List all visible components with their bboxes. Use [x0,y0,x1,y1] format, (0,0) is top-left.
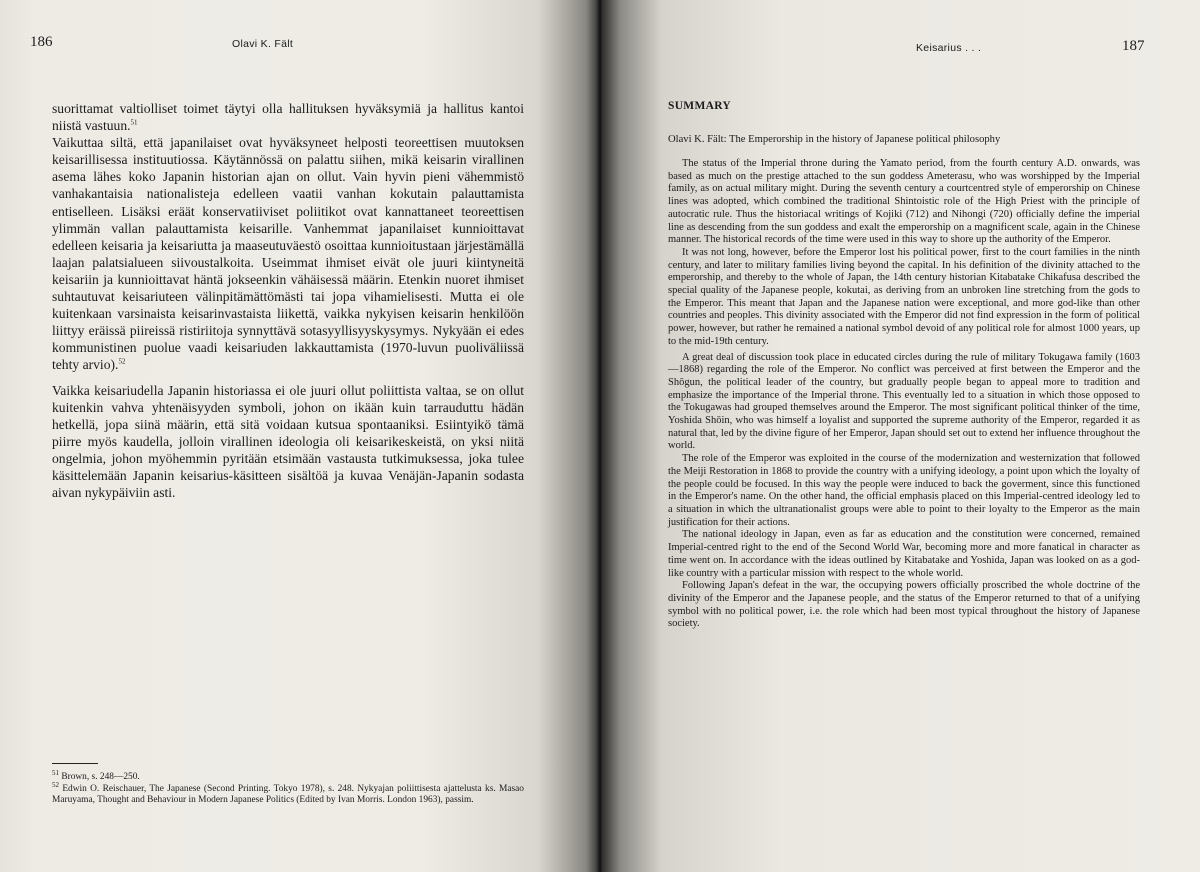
footnote-51: $^{51}$ Brown, s. 248—250. [52,768,140,782]
summary-subtitle: Olavi K. Fält: The Emperorship in the history of Japanese political philosophy [668,134,1001,145]
left-page-number: 186 [30,34,53,50]
summary-heading: SUMMARY [668,100,732,112]
footnote-separator [52,763,98,764]
right-page [602,0,1200,872]
left-page [0,0,598,872]
left-running-head: Olavi K. Fält [232,38,294,50]
summary-paragraph-2: It was not long, however, before the Emperor lost his political power, first to the court families in the ninth century, and later to military families living beyond the capital. In his definition of the divinity attached to the emperorship, and thereby to the whole of Japan, the 14th century historian Kitabatake Chikafusa described the special quality of the Japanese people, kokutai, as deriving from an unbroken line stretching from the gods to the Emperor. This meant that Japan and the Japanese nation were exceptional, and more god-like than other countries and peoples. This divinity associated with the Emperor did not find expression in the form of political power, however, but rather he remained a national symbol devoid of any political role for almost 1000 years, up to the mid-19th century. [668,246,1140,347]
footnote-ref-52: 52 [118,357,126,366]
footnote-ref-51: 51 [130,118,138,127]
summary-paragraph-4: The role of the Emperor was exploited in the course of the modernization and westernization that followed the Meiji Restoration in 1868 to provide the country with a unifying ideology, a point upon which the loyalty of the people could be focused. In this way the people were induced to back the goverment, since this functioned in the Emperor's name. On the other hand, the official emphasis placed on this Imperial-centred ideology led to a situation in which the ultranationalist groups were able to point to their loyalty to the Emperor as the main justification for their actions. [668,453,1140,528]
left-paragraph-1: suorittamat valtiolliset toimet täytyi olla hallituksen hyväksymiä ja hallitus kantoi niistä vastuun.$^{51}$ [52,101,524,134]
left-paragraph-2: Vaikuttaa siltä, että japanilaiset ovat hyväksyneet helposti teoreettisen muutoksen keisarillisessa instituutiossa. Käytännössä on palattu siihen, mikä keisarin virallinen asema lähes koko Japanin historian ajan on ollut. Vain hyvin pieni vähemmistö vanhakantaisia nationalisteja edelleen vaatii vanhan kokutain palauttamista entiselleen. Lisäksi eräät konservatiiviset poliitikot ovat kannattaneet teoreettisen ylimmän vallan palauttamista keisarille. Vanhemmat japanilaiset kunnioittavat edelleen keisaria ja keisariutta ja maaseutuväestö osoittaa kunnioitustaan järjestämällä laajan palatsialueen siivoustalkoita. Useimmat ihmiset eivät ole juuri kiintyneitä keisariin ja kunnioittavat häntä jokseenkin vähäisessä määrin. Etenkin nuoret ihmiset suhtautuvat keisariuteen välinpitämättömästi tai jopa vihamielisesti. Mutta ei ole kuitenkaan varsinaista keisarinvastaista liikettä, vaikka nykyisen keisarin henkilöön liittyy eräissä piireissä ristiriitoja synnyttävä sotasyyllisyyskysymys. Nykyään ei edes kommunistinen puolue vaadi keisariuden lakkauttamista (1970-luvun puoliväliissä tehty arvio).$^{52}$ [52,135,524,373]
left-body-text [52,100,524,501]
summary-paragraph-1: The status of the Imperial throne during the Yamato period, from the fourth century A.D. onwards, was based as much on the prestige attached to the sun goddess Ameterasu, who was worshipped by the Imperial family, as on actual military might. During the seventh century a courtcentred style of emperorship on Chinese lines was adopted, which combined the traditional Shintoistic role of the High Priest with the principle of autocratic rule. Thus the historiacal writings of Kojiki (712) and Nihongi (720) officially define the imperial line as descending from the sun goddess and exalt the emperorship on a magnificent scale, again in the Chinese manner. The historical records of the time were used in this way to shore up the authority of the Emperor. [668,158,1140,246]
footnote-52: $^{52}$ Edwin O. Reischauer, The Japanese (Second Printing. Tokyo 1978), s. 248. Nykyajan poliittisesta ajattelusta ks. Masao Maruyama, Thought and Behaviour in Modern Japanese Politics (Edited by Ivan Morris. London 1963), passim. [52,780,524,805]
summary-paragraph-6: Following Japan's defeat in the war, the occupying powers officially proscribed the whole doctrine of the divinity of the Emperor and the Japanese people, and the status of the Emperor returned to that of a unifying symbol with no political power, i.e. the role which had been most typical throughout the history of Japanese society. [668,580,1140,630]
right-page-number: 187 [1122,38,1145,54]
right-running-head: Keisarius . . . [916,42,982,54]
summary-paragraph-5: The national ideology in Japan, even as far as education and the constitution were concerned, remained Imperial-centred right to the end of the Second World War, becoming more and more fanatical in character as time went on. In accordance with the ideas outlined by Kitabatake and Yoshida, Japan was looked on as a god-like country with a particular mission with respect to the whole world. [668,529,1140,579]
summary-body-text [668,158,1140,631]
footnotes [52,768,524,807]
left-paragraph-3: Vaikka keisariudella Japanin historiassa ei ole juuri ollut poliittista valtaa, se on ollut kuitenkin vahva yhtenäisyyden symboli, johon on ikään kuin tarrauduttu hädän hetkellä, jopa siinä määrin, että sitä voidaan kutsua spontaaniksi. Esiintyikö tämä piirre myös kaudella, jolloin virallinen ideologia oli keisarikeskeistä, on yksi niitä ongelmia, johon myöhemmin pyritään etsimään vastausta tutkimuksessa, joka tulee käsittelemään Japanin keisarius-käsitteen sisältöä ja kuvaa Venäjän-Japanin sodasta aivan nykypäiviin asti. [52,382,524,501]
summary-paragraph-3: A great deal of discussion took place in educated circles during the rule of military Tokugawa family (1603—1868) regarding the role of the Emperor. No conflict was perceived at first between the Emperor and the Shōgun, the political leader of the country, but gradually people began to appeal more to tradition and emphasize the importance of the Imperial throne. This eventually led to a situation in which those opposed to the Tokugawas had grouped themselves around the Emperor. The most significant political thinker of the time, Yoshida Shōin, who was himself a loyalist and supported the supreme authority of the Emperor, regarded it as natural that, led by the divine figure of her Emperor, Japan should set out to extend her influence throughout the world. [668,351,1140,452]
